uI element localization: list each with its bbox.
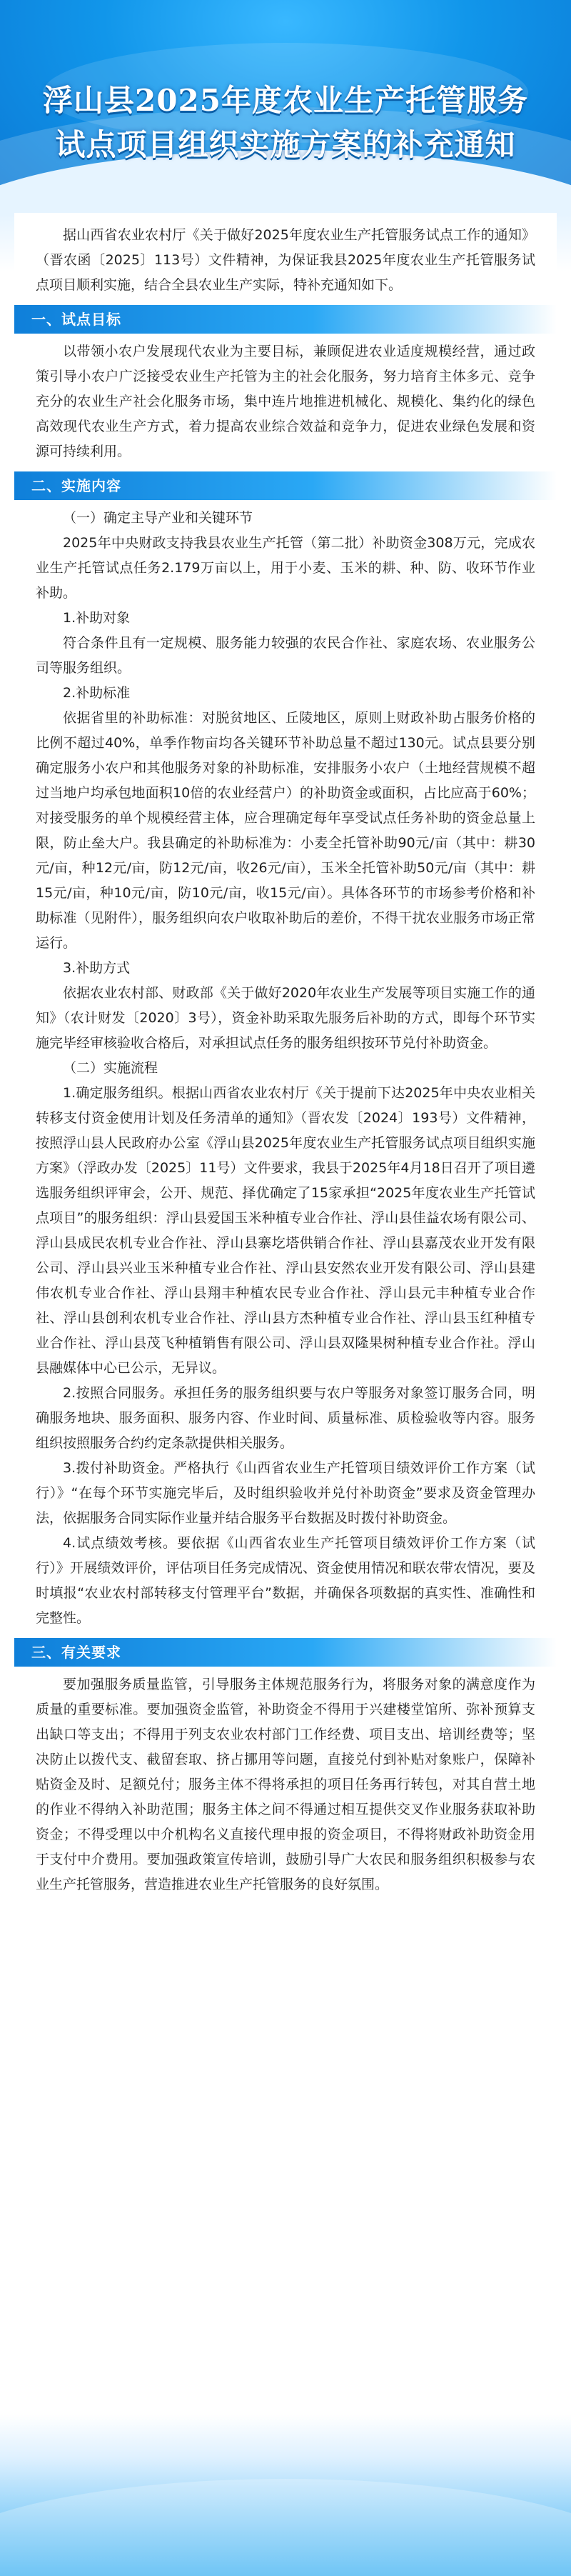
industry-paragraph: 2025年中央财政支持我县农业生产托管（第二批）补助资金308万元，完成农业生产托管试点任务2.179万亩以上，用于小麦、玉米的耕、种、防、收环节作业补助。	[36, 535, 535, 601]
hero-banner	[0, 0, 571, 214]
subsection-process: （二）实施流程	[63, 1060, 158, 1076]
subsidy-standard-paragraph: 依据省里的补助标准：对脱贫地区、丘陵地区，原则上财政补助占服务价格的比例不超过40%，单季作物亩均各关键环节补助总量不超过130元。试点县要分别确定服务小农户和其他服务对象的补助标准，安排服务小农户（土地经营规模不超过当地户均承包地面积10倍的农业经营户）的补助资金或面积，占比应高于60%；对接受服务的单个规模经营主体，应合理确定每年享受试点任务补助的资金总量上限，防止垒大户。我县确定的补助标准为：小麦全托管补助90元/亩（其中：耕30元/亩，种12元/亩，防12元/亩，收26元/亩），玉米全托管补助50元/亩（其中：耕15元/亩，种10元/亩，防10元/亩，收15元/亩）。具体各环节的市场参考价格和补助标准（见附件），服务组织向农户收取补助后的差价，不得干扰农业服务市场正常运行。	[36, 710, 535, 951]
footer-wave	[0, 2479, 571, 2576]
process-step-3: 3.拨付补助资金。严格执行《山西省农业生产托管项目绩效评价工作方案（试行）》“在每个环节实施完毕后，及时组织验收并兑付补助资金”要求及资金管理办法，依据服务合同实际作业量并结合服务平台数据及时拨付补助资金。	[36, 1460, 535, 1526]
title-line-1: 浮山县2025年度农业生产托管服务	[43, 83, 528, 118]
subsection-industry: （一）确定主导产业和关键环节	[63, 510, 253, 526]
subsidy-target-paragraph: 符合条件且有一定规模、服务能力较强的农民合作社、家庭农场、农业服务公司等服务组织。	[36, 635, 535, 676]
process-step-1: 1.确定服务组织。根据山西省农业农村厅《关于提前下达2025年中央农业相关转移支付资金使用计划及任务清单的通知》（晋农发〔2024〕193号）文件精神，按照浮山县人民政府办公室《浮山县2025年度农业生产托管服务试点项目组织实施方案》（浮政办发〔2025〕11号）文件要求，我县于2025年4月18日召开了项目遴选服务组织评审会，公开、规范、择优确定了15家承担“2025年度农业生产托管试点项目”的服务组织：浮山县爱国玉米种植专业合作社、浮山县佳益农场有限公司、浮山县成民农机专业合作社、浮山县寨圪塔供销合作社、浮山县嘉茂农业开发有限公司、浮山县兴业玉米种植专业合作社、浮山县安然农业开发有限公司、浮山县建伟农机专业合作社、浮山县翔丰种植农民专业合作社、浮山县元丰种植专业合作社、浮山县创利农机专业合作社、浮山县方杰种植专业合作社、浮山县玉红种植专业合作社、浮山县茂飞种植销售有限公司、浮山县双隆果树种植专业合作社。浮山县融媒体中心已公示，无异议。	[36, 1085, 535, 1376]
article-body	[14, 213, 557, 1912]
intro-paragraph: 据山西省农业农村厅《关于做好2025年度农业生产托管服务试点工作的通知》（晋农函〔2025〕113号）文件精神，为保证我县2025年度农业生产托管服务试点项目顺利实施，结合全县农业生产实际，特补充通知如下。	[36, 227, 535, 293]
subsidy-method-title: 3.补助方式	[63, 960, 131, 976]
goals-paragraph: 以带领小农户发展现代农业为主要目标，兼顾促进农业适度规模经营，通过政策引导小农户广泛接受农业生产托管为主的社会化服务，努力培育主体多元、竞争充分的农业生产社会化服务市场，集中连片地推进机械化、规模化、集约化的绿色高效现代农业生产方式，着力提高农业综合效益和竞争力，促进农业绿色发展和资源可持续利用。	[36, 344, 535, 459]
requirements-paragraph: 要加强服务质量监管，引导服务主体规范服务行为，将服务对象的满意度作为质量的重要标准。要加强资金监管，补助资金不得用于兴建楼堂馆所、弥补预算支出缺口等支出；不得用于列支农业农村部门工作经费、项目支出、培训经费等；坚决防止以拨代支、截留套取、挤占挪用等问题，直接兑付到补贴对象账户，保障补贴资金及时、足额兑付；服务主体不得将承担的项目任务再行转包，对其自营土地的作业不得纳入补助范围；服务主体之间不得通过相互提供交叉作业服务获取补助资金；不得受理以中介机构名义直接代理申报的资金项目，不得将财政补助资金用于支付中介费用。要加强政策宣传培训，鼓励引导广大农民和服务组织积极参与农业生产托管服务，营造推进农业生产托管服务的良好氛围。	[36, 1677, 535, 1892]
subsidy-standard-title: 2.补助标准	[63, 685, 131, 701]
page-title	[0, 79, 571, 167]
process-step-4: 4.试点绩效考核。要依据《山西省农业生产托管项目绩效评价工作方案（试行）》开展绩效评价，评估项目任务完成情况、资金使用情况和联农带农情况，要及时填报“农业农村部转移支付管理平台”数据，并确保各项数据的真实性、准确性和完整性。	[36, 1535, 535, 1626]
subsidy-target-title: 1.补助对象	[63, 610, 131, 626]
section-heading-requirements: 三、有关要求	[14, 1638, 557, 1667]
process-step-2: 2.按照合同服务。承担任务的服务组织要与农户等服务对象签订服务合同，明确服务地块、服务面积、服务内容、作业时间、质量标准、质检验收等内容。服务组织按照服务合约约定条款提供相关服务。	[36, 1385, 535, 1451]
title-line-2: 试点项目组织实施方案的补充通知	[55, 127, 516, 162]
section-heading-content: 二、实施内容	[14, 471, 557, 500]
section-heading-goals: 一、试点目标	[14, 305, 557, 334]
subsidy-method-paragraph: 依据农业农村部、财政部《关于做好2020年农业生产发展等项目实施工作的通知》（农计财发〔2020〕3号），资金补助采取先服务后补助的方式，即每个环节实施完毕经审核验收合格后，对承担试点任务的服务组织按环节兑付补助资金。	[36, 985, 535, 1051]
